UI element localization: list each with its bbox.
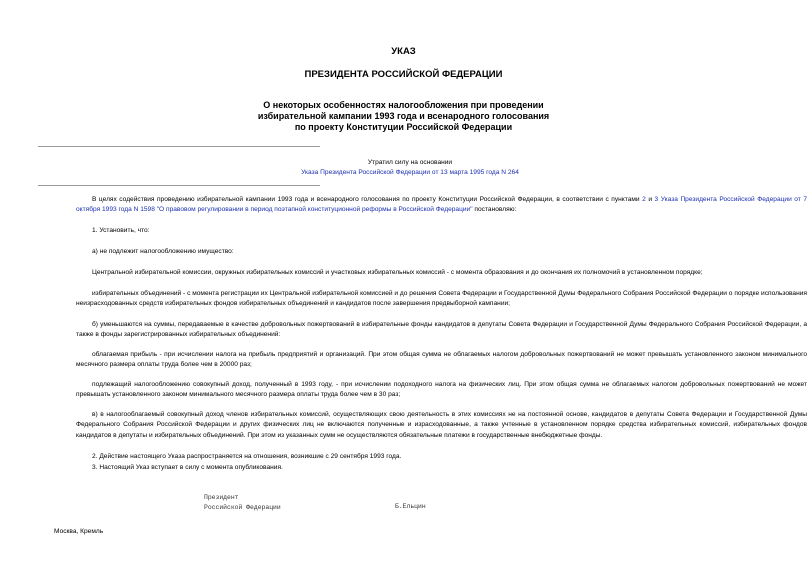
preamble-text: В целях содействия проведению избирательной кампании 1993 года и всенародного голосования по проекту Конституции Российской Федерации, в соответствии с пунктами	[92, 196, 643, 203]
clause-1	[76, 226, 807, 236]
document-title: УКАЗ	[391, 46, 416, 57]
divider-bottom	[38, 185, 320, 186]
clause-1b	[76, 320, 807, 341]
clause-1a-item-1-text: Центральной избирательной комиссии, окружных избирательных комиссий и участковых избирательных комиссий - с момента образования и до окончания их полномочий в установленном порядке;	[92, 269, 703, 276]
divider-top	[38, 146, 320, 147]
signature-title-line-1: Президент	[204, 494, 239, 501]
signing-place: Москва, Кремль	[54, 528, 104, 535]
status-note-link[interactable]: Указа Президента Российской Федерации от 13 марта 1995 года N 264	[301, 169, 519, 176]
clause-1a-item-2-text: избирательных объединений - с момента регистрации их Центральной избирательной комиссией и до решения Совета Федерации и Государственной Думы Федерального Собрания Российской Федерации о порядке использования неизрасходованных средств избирательных фондов избирательных объединений и кандидатов после завершения предвыборной кампании;	[76, 290, 807, 308]
document-issuer: ПРЕЗИДЕНТА РОССИЙСКОЙ ФЕДЕРАЦИИ	[304, 69, 503, 80]
preamble-end: постановляю:	[472, 206, 517, 214]
link-decree-1598[interactable]: 3 Указа Президента Российской Федерации от 7 октября 1993 года N 1598 "О правовом регулировании в период поэтапной конституционной реформы в Российской Федерации"	[76, 196, 807, 214]
status-note-text: Утратил силу на основании	[367, 159, 453, 166]
clause-1b-item-2-text: подлежащий налогообложению совокупный доход, полученный в 1993 году, - при исчислении подоходного налога на физических лиц. При этом общая сумма не облагаемых налогом добровольных пожертвований не может превышать установленного законом минимального месячного размера оплаты труда более чем в 30 раз;	[76, 381, 807, 399]
clause-1v	[76, 410, 807, 441]
clause-1v-text: в) в налогооблагаемый совокупный доход членов избирательных комиссий, осуществляющих свою деятельность в этих комиссиях не на постоянной основе, кандидатов в депутаты Совета Федерации и Государственной Думы Федерального Собрания Российской Федерации и других физических лиц не включаются полученные и израсходованные, а также учтенные в установленном порядке средства избирательных комиссий, избирательных фондов кандидатов в депутаты и избирательных объединений. При этом из указанных сумм не осуществляются обязательные платежи в государственные внебюджетные фонды.	[76, 411, 807, 439]
clause-1a-item-2	[76, 289, 807, 310]
clause-1-text: 1. Установить, что:	[92, 227, 150, 234]
heading-line-1: О некоторых особенностях налогообложения при проведении	[263, 100, 544, 110]
clause-1b-item-1	[76, 350, 807, 371]
preamble-conj: и	[645, 196, 655, 203]
clause-3	[76, 463, 807, 473]
preamble-paragraph	[76, 195, 807, 216]
signature-name: Б.Ельцин	[395, 503, 426, 510]
heading-line-3: по проекту Конституции Российской Федерации	[294, 122, 513, 132]
document-heading	[0, 100, 807, 133]
clause-3-text: 3. Настоящий Указ вступает в силу с момента опубликования.	[92, 464, 283, 471]
clause-1b-item-1-text: облагаемая прибыль - при исчислении налога на прибыль предприятий и организаций. При этом общая сумма не облагаемых налогом добровольных пожертвований не может превышать установленного законом минимального месячного размера оплаты труда более чем в 20000 раз;	[76, 351, 807, 369]
clause-1a-item-1	[76, 268, 807, 278]
clause-1a-text: а) не подлежит налогообложению имущество:	[92, 248, 234, 255]
clause-2-text: 2. Действие настоящего Указа распространяется на отношения, возникшие с 29 сентября 1993 года.	[92, 453, 402, 460]
clause-1b-item-2	[76, 380, 807, 401]
clause-1a	[76, 247, 807, 257]
heading-line-2: избирательной кампании 1993 года и всенародного голосования	[257, 111, 550, 121]
status-note	[270, 158, 550, 178]
clause-1b-text: б) уменьшаются на суммы, передаваемые в качестве добровольных пожертвований в избирательные фонды кандидатов в депутаты Совета Федерации и Государственной Думы Федерального Собрания Российской Федерации, а также в фонды зарегистрированных избирательных объединений:	[76, 321, 807, 339]
signature-title-line-2: Российской Федерации	[204, 504, 281, 511]
signature-title	[204, 493, 281, 513]
link-item-2[interactable]: 2	[642, 196, 646, 203]
clause-2	[76, 452, 807, 462]
